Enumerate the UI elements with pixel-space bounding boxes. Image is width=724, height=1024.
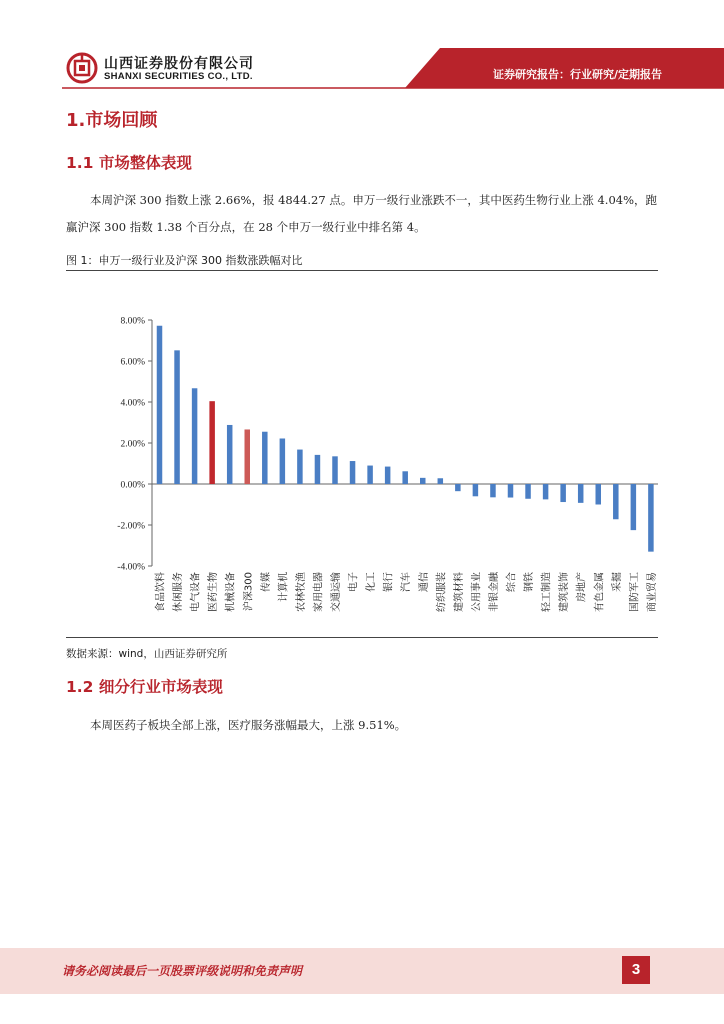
bar [543, 484, 549, 499]
section-title-overall-performance: 1.1 市场整体表现 [66, 154, 192, 172]
industry-return-bar-chart [66, 272, 658, 636]
x-category-label: 家用电器 [313, 572, 325, 612]
x-category-label: 综合 [506, 572, 518, 592]
x-category-label: 公用事业 [471, 572, 483, 612]
bar [209, 401, 215, 484]
bar [560, 484, 566, 502]
section-title-market-review: 1.市场回顾 [66, 110, 158, 131]
bar [192, 388, 198, 484]
bar [227, 425, 233, 484]
bar [332, 456, 338, 484]
x-category-label: 钢铁 [524, 572, 536, 592]
bar [631, 484, 637, 530]
bar [508, 484, 514, 498]
x-category-label: 纺织服装 [436, 572, 448, 612]
bar [596, 484, 602, 505]
bar [490, 484, 496, 497]
x-category-label: 食品饮料 [155, 572, 167, 612]
page-header [0, 0, 724, 96]
sub-industry-paragraph: 本周医药子板块全部上涨，医疗服务涨幅最大，上涨 9.51%。 [90, 718, 407, 732]
x-category-label: 电气设备 [190, 572, 202, 612]
bar [350, 461, 356, 484]
bar [438, 478, 444, 484]
company-name-en: SHANXI SECURITIES CO., LTD. [104, 71, 253, 82]
x-category-label: 沪深300 [243, 572, 255, 612]
x-category-label: 交通运输 [331, 572, 342, 612]
bar [315, 455, 321, 484]
bar [648, 484, 654, 552]
y-tick-label: -4.00% [117, 562, 145, 573]
bar [455, 484, 461, 491]
x-category-label: 采掘 [611, 572, 623, 592]
x-category-label: 轻工制造 [541, 572, 553, 612]
x-category-label: 化工 [366, 572, 378, 592]
x-category-label: 通信 [418, 572, 430, 592]
figure-bottom-rule [66, 637, 658, 638]
bar [420, 478, 426, 484]
company-logo-icon [66, 52, 98, 84]
bar [367, 466, 373, 484]
x-category-label: 有色金属 [594, 572, 606, 612]
bar [174, 350, 180, 484]
page-number: 3 [622, 956, 650, 984]
bar [262, 432, 268, 484]
bar [297, 450, 303, 484]
figure-source: 数据来源：wind，山西证券研究所 [66, 648, 228, 660]
y-tick-label: 4.00% [120, 398, 145, 409]
footer-disclaimer: 请务必阅读最后一页股票评级说明和免责声明 [62, 964, 303, 978]
x-category-label: 建筑装饰 [559, 572, 571, 612]
x-category-label: 计算机 [278, 572, 290, 602]
report-type: 证券研究报告：行业研究/定期报告 [492, 68, 662, 81]
x-category-label: 电子 [348, 572, 360, 592]
y-tick-label: 0.00% [120, 480, 145, 491]
y-tick-label: 8.00% [120, 316, 145, 327]
bar [613, 484, 619, 519]
x-category-label: 建筑材料 [453, 572, 465, 612]
bar [578, 484, 584, 503]
x-category-label: 银行 [383, 572, 395, 592]
x-category-label: 国防军工 [629, 572, 641, 612]
x-category-label: 商业贸易 [646, 572, 658, 612]
bar [385, 467, 391, 484]
x-category-label: 汽车 [401, 572, 413, 592]
x-category-label: 农林牧渔 [295, 572, 307, 612]
bar [525, 484, 531, 499]
section-title-sub-industry: 1.2 细分行业市场表现 [66, 678, 223, 696]
bar [473, 484, 479, 496]
bar [280, 438, 286, 484]
x-category-label: 传媒 [260, 572, 272, 592]
company-name-cn: 山西证券股份有限公司 [104, 56, 254, 72]
x-category-label: 房地产 [576, 572, 588, 602]
x-category-label: 医药生物 [208, 572, 220, 612]
figure-top-rule [66, 270, 658, 271]
y-tick-label: 6.00% [120, 357, 145, 368]
x-category-label: 非银金融 [488, 572, 500, 612]
bar [157, 326, 163, 484]
bar [245, 429, 251, 484]
overall-performance-paragraph: 本周沪深 300 指数上涨 2.66%，报 4844.27 点。申万一级行业涨跌不一，其中医药生物行业上涨 4.04%，跑赢沪深 300 指数 1.38 个百分点，在 28 个申万一级行业中排名第 4。 [66, 193, 657, 234]
y-tick-label: -2.00% [117, 521, 145, 532]
x-category-label: 机械设备 [225, 572, 237, 612]
figure-title: 图 1：申万一级行业及沪深 300 指数涨跌幅对比 [66, 254, 303, 267]
bar [402, 471, 408, 484]
y-tick-label: 2.00% [120, 439, 145, 450]
x-category-label: 休闲服务 [173, 572, 185, 612]
